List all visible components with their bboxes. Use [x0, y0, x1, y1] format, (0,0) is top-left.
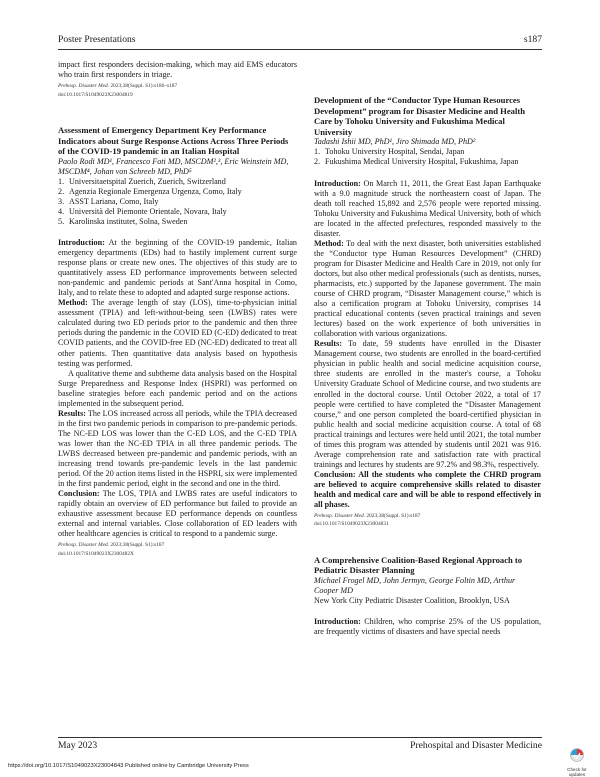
conclusion-paragraph: Conclusion: The LOS, TPIA and LWBS rates are useful indicators to rapidly obtain an overview of ED performance but failed to provide an exhaustive assessment because ED performance depends on countless external and internal variables. Close collaboration of ED leaders with other healthcare agencies is critical to respond to a pandemic surge.: [58, 489, 297, 539]
crossmark-badge[interactable]: [566, 748, 588, 777]
page-number: s187: [523, 34, 542, 45]
affiliation-item: 2. Agenzia Regionale Emergenza Urgenza, Como, Italy: [58, 186, 242, 196]
article-title: A Comprehensive Coalition-Based Regional Approach to Pediatric Disaster Planning: [314, 554, 523, 576]
affiliations: [314, 147, 541, 167]
affiliations: [314, 596, 541, 606]
affiliation-item: 1. Universitaetspital Zuerich, Zuerich, Switzerland: [58, 176, 226, 186]
left-column: [58, 60, 297, 558]
header-rule: [58, 49, 542, 50]
continuation-citation: Prehosp. Disaster Med. 2023;38(Suppl. S1):s186–s187: [58, 83, 178, 90]
article-authors: Paolo Rodi MD¹, Francesco Foti MD, MSCDM²,³, Eric Weinstein MD, MSCDM⁴, Johan von Schreeb MD, PhD⁵: [58, 156, 289, 176]
affiliations: [58, 177, 297, 227]
conclusion-paragraph: Conclusion: All the students who complete the CHRD program are believed to acquire comprehensive skills related to disaster health and medical care and will be able to respond effectively in all phases.: [314, 469, 541, 510]
continuation-text: impact first responders decision-making, which may aid EMS educators who train first responders in triage.: [58, 60, 297, 80]
method-paragraph: Method: To deal with the next disaster, both universities established the “Conductor type Human Resources Development” (CHRD) program for Disaster Medicine and Health Care in 2019, not only for doctors, but also other medical professionals (such as dentists, nurses, pharmacists, etc.) supported by the Japanese government. The main course of CHRD program, “Disaster Management course,” which is also a certification program at Tohoku University, comprises 14 practical educational contents (seven practical trainings and seven lectures) based on the work experience of both universities in collaboration with various organizations.: [314, 238, 542, 339]
running-header-section: Poster Presentations: [58, 34, 136, 45]
article-title: Development of the “Conductor Type Human Resources Development” program for Disaster Medicine and Health Care by Tohoku University and Fukushima Medical University: [314, 95, 525, 137]
footer-journal: Prehospital and Disaster Medicine: [410, 740, 542, 751]
article-authors: Tadashi Ishii MD, PhD¹, Jiro Shimada MD, PhD²: [314, 137, 476, 147]
footer-rule: [58, 737, 542, 738]
article-title: Assessment of Emergency Department Key Performance Indicators about Surge Response Actions Across Three Periods of the COVID-19 pandemic in an Italian Hospital: [58, 124, 289, 157]
article-doi[interactable]: doi:10.1017/S1049023X23004831: [314, 521, 389, 528]
right-column: [314, 95, 541, 637]
affiliation-item: 5. Karolinska institutet, Solna, Sweden: [58, 216, 188, 226]
results-paragraph: Results: To date, 59 students have enrolled in the Disaster Management course, two students are enrolled in the board-certified physician in public health and social medicine acquisition course, three students are enrolled in the master's course, a Tohoku University Graduate School of Medicine course, and two students are enrolled in the doctoral course. Until October 2022, a total of 17 people were certified to have completed the “Disaster Management course,” and one person completed the board-certified physician in public health and social medicine acquisition course. A total of 68 practical trainings and lectures were held until 2021, the total number of times this program was attended by students until 2021 was 916. Average comprehension rate and satisfaction rate with practical trainings and lectures by students are 97.2% and 98.3%, respectively.: [314, 339, 541, 469]
method-paragraph-2: A qualitative theme and subtheme data analysis based on the Hospital Surge Preparedness and Response Index (HSPRI) was performed on baseline strategies before each pandemic period and on the actions implemented in the subsequent period.: [58, 368, 297, 408]
article-citation: Prehosp. Disaster Med. 2023;38(Suppl. S1):s187: [314, 513, 421, 520]
crossmark-label: Check for updates: [567, 767, 587, 777]
article-citation: Prehosp. Disaster Med. 2023;38(Suppl. S1):s187: [58, 542, 165, 549]
affiliation-item: 3. ASST Lariana, Como, Italy: [58, 196, 159, 206]
affiliation-item: 2. Fukushima Medical University Hospital, Fukushima, Japan: [314, 157, 519, 167]
crossmark-icon: [566, 748, 588, 762]
introduction-paragraph: Introduction: At the beginning of the COVID-19 pandemic, Italian emergency departments (EDs) had to hastily implement current surge response plans or create new ones. The objectives of this study are to quantitatively assess ED performance improvements between selected non-pandemic and pandemic periods at Sant'Anna hospital in Como, Italy, and to relate these to adopted and adapted surge response actions.: [58, 238, 297, 298]
affiliation-item: 4. Università del Piemonte Orientale, Novara, Italy: [58, 206, 227, 216]
results-paragraph: Results: The LOS increased across all periods, while the TPIA decreased in the first two pandemic periods in comparison to pre-pandemic periods. The NC-ED LOS was lower than the C-ED LOS, and the C-ED TPIA was lower than the NC-ED TPIA in all three pandemic periods. The LWBS decreased between pre-pandemic and pandemic periods, with an increasing trend towards pre-pandemic levels in the last pandemic period. Of the 20 action items listed in the HSPRI, six were implemented in the first pandemic period, eight in the second and one in the third.: [58, 408, 297, 489]
article-authors: Michael Frogel MD, John Jermyn, George Foltin MD, Arthur Cooper MD: [314, 576, 516, 596]
affiliation-item: 1. Tohoku University Hospital, Sendai, Japan: [314, 147, 465, 157]
article-doi[interactable]: doi:10.1017/S1049023X2300482X: [58, 550, 134, 557]
continuation-doi[interactable]: doi:10.1017/S1049023X23004819: [58, 91, 133, 98]
introduction-paragraph: Introduction: Children, who comprise 25% of the US population, are frequently victims of disasters and have special needs: [314, 617, 541, 637]
introduction-paragraph: Introduction: On March 11, 2011, the Great East Japan Earthquake with a 9.0 magnitude struck the northeastern coast of Japan. The death toll reached 15,892 and 2,576 people were reported missing. Tohoku University and Fukushima Medical University, both of which are located in the affected prefectures, responded massively to the disaster.: [314, 178, 541, 238]
footer-date: May 2023: [58, 740, 98, 751]
affiliation-item: New York City Pediatric Disaster Coalition, Brooklyn, USA: [314, 596, 510, 606]
publisher-line[interactable]: https://doi.org/10.1017/S1049023X23004843 Published online by Cambridge University Press: [8, 763, 249, 769]
method-paragraph: Method: The average length of stay (LOS), time-to-physician initial assessment (TPIA) and left-without-being seen (LWBS) rates were calculated during two ED periods prior to the pandemic and then three periods during the pandemic in the COVID ED (C-ED) dedicated to treat COVID patients, and the COVID-free ED (NC-ED) dedicated to treat all other patients. Then quantitative data analysis based on hypothesis testing was performed.: [58, 298, 297, 368]
